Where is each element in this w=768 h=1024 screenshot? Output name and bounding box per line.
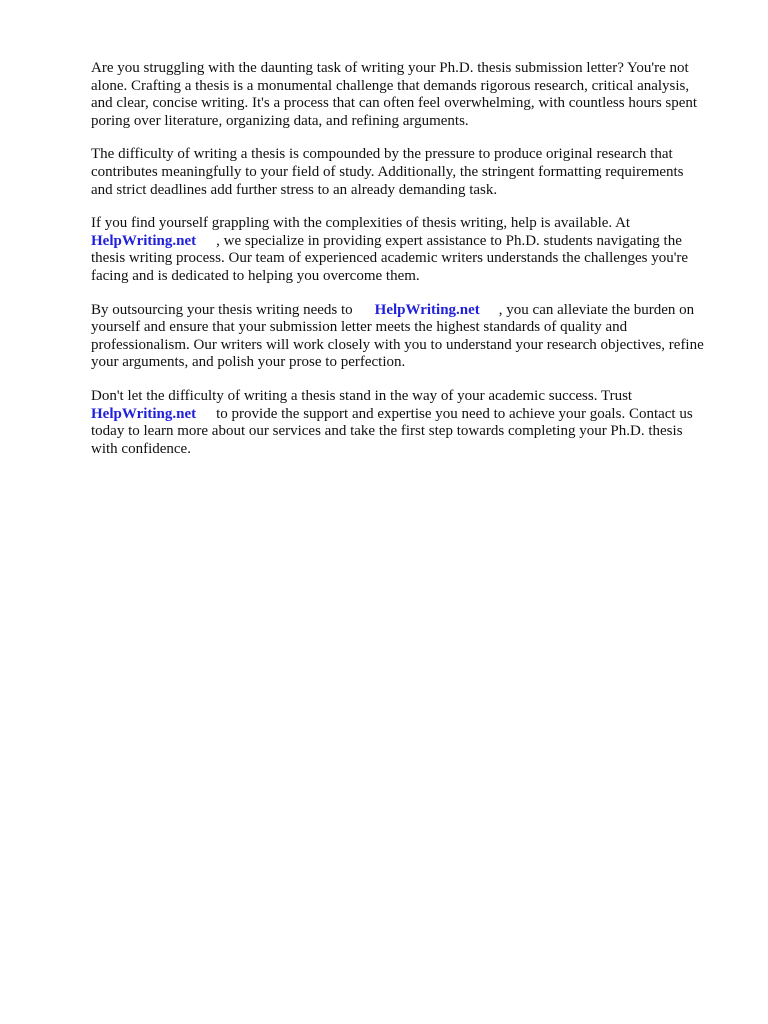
paragraph-line: and strict deadlines add further stress to an already demanding task. bbox=[91, 181, 498, 198]
paragraph-line: Are you struggling with the daunting task of writing your Ph.D. thesis submission letter? You're not bbox=[91, 60, 689, 76]
paragraph-line bbox=[91, 406, 731, 424]
paragraph-line: with confidence. bbox=[91, 440, 191, 457]
paragraph-line bbox=[91, 233, 731, 251]
paragraph-call-to-action bbox=[91, 388, 731, 458]
paragraph-outsourcing bbox=[91, 302, 731, 372]
helpwriting-link-3[interactable]: HelpWriting.net bbox=[91, 405, 197, 422]
paragraph-difficulty bbox=[91, 146, 731, 199]
paragraph-line: alone. Crafting a thesis is a monumental challenge that demands rigorous research, critical analysis, bbox=[91, 77, 690, 94]
paragraph-line: contributes meaningfully to your field of study. Additionally, the stringent formatting requirements bbox=[91, 163, 684, 180]
paragraph-intro bbox=[91, 60, 731, 130]
paragraph-line-text: to provide the support and expertise you need to achieve your goals. Contact us bbox=[216, 405, 693, 422]
paragraph-line: and clear, concise writing. It's a process that can often feel overwhelming, with countless hours spent bbox=[91, 95, 698, 112]
paragraph-line-text: By outsourcing your thesis writing needs to bbox=[91, 301, 353, 318]
helpwriting-link-2[interactable]: HelpWriting.net bbox=[374, 301, 480, 318]
paragraph-line bbox=[91, 302, 731, 320]
paragraph-line-text: , we specialize in providing expert assistance to Ph.D. students navigating the bbox=[216, 232, 682, 249]
paragraph-line: professionalism. Our writers will work closely with you to understand your research objectives, refine bbox=[91, 336, 704, 353]
paragraph-line-text: , you can alleviate the burden on bbox=[498, 301, 695, 318]
paragraph-line: facing and is dedicated to helping you overcome them. bbox=[91, 267, 420, 284]
paragraph-line: If you find yourself grappling with the complexities of thesis writing, help is available. At bbox=[91, 215, 631, 232]
paragraph-line: yourself and ensure that your submission letter meets the highest standards of quality and bbox=[91, 319, 628, 336]
paragraph-help-available bbox=[91, 215, 731, 285]
paragraph-line: today to learn more about our services and take the first step towards completing your Ph.D. thesis bbox=[91, 423, 683, 440]
paragraph-line: your arguments, and polish your prose to perfection. bbox=[91, 354, 406, 371]
paragraph-line: thesis writing process. Our team of experienced academic writers understands the challenges you're bbox=[91, 250, 689, 267]
helpwriting-link-1[interactable]: HelpWriting.net bbox=[91, 232, 197, 249]
paragraph-line: The difficulty of writing a thesis is compounded by the pressure to produce original research that bbox=[91, 146, 673, 163]
paragraph-line: Don't let the difficulty of writing a thesis stand in the way of your academic success. Trust bbox=[91, 387, 633, 404]
document-body bbox=[91, 60, 731, 474]
paragraph-line: poring over literature, organizing data, and refining arguments. bbox=[91, 112, 469, 129]
